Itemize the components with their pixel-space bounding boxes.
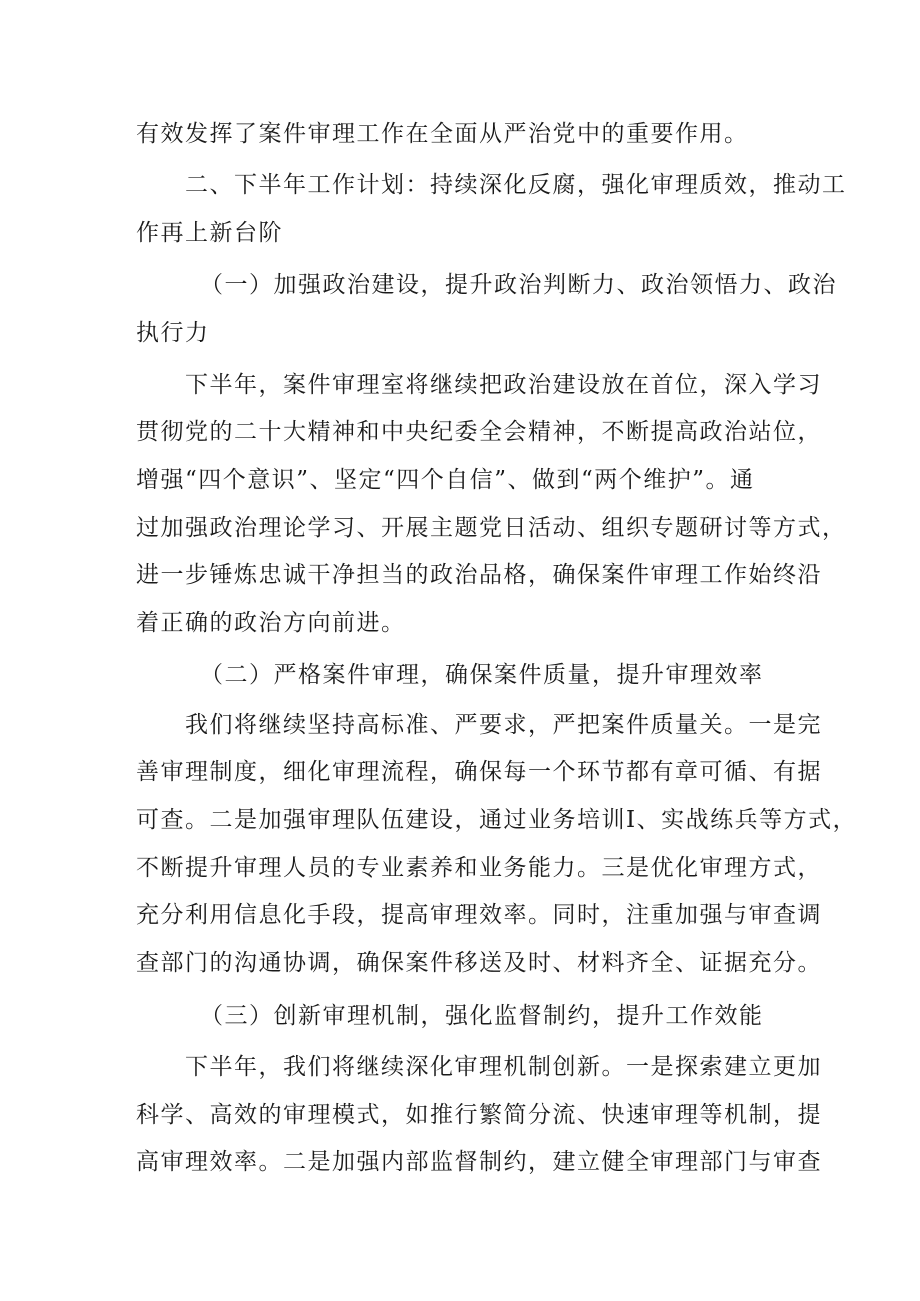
paragraph-2-line-1: 下半年，案件审理室将继续把政治建设放在首位，深入学习 — [185, 372, 822, 398]
subheading-2: （二）严格案件审理，确保案件质量，提升审理效率 — [200, 662, 764, 688]
section-heading-2-line-2: 作再上新台阶 — [136, 220, 283, 246]
subheading-3: （三）创新审理机制，强化监督制约，提升工作效能 — [200, 1003, 764, 1029]
paragraph-line-1: 有效发挥了案件审理工作在全面从严治党中的重要作用。 — [136, 121, 749, 147]
paragraph-4-line-2: 科学、高效的审理模式，如推行繁简分流、快速审理等机制，提 — [136, 1102, 822, 1128]
paragraph-4-line-1: 下半年，我们将继续深化审理机制创新。一是探索建立更加 — [185, 1054, 822, 1080]
paragraph-2-line-6: 着正确的政治方向前进。 — [136, 610, 406, 636]
paragraph-4-line-3: 高审理效率。二是加强内部监督制约，建立健全审理部门与审查 — [136, 1149, 822, 1175]
paragraph-2-line-2: 贯彻党的二十大精神和中央纪委全会精神，不断提高政治站位， — [136, 419, 822, 445]
paragraph-3-line-3: 可查。二是加强审理队伍建设，通过业务培训I、实战练兵等方式， — [136, 807, 858, 833]
paragraph-3-line-5: 充分利用信息化手段，提高审理效率。同时，注重加强与审查调 — [136, 902, 822, 928]
paragraph-2-line-3: 增强“四个意识”、坚定“四个自信”、做到“两个维护”。通 — [136, 467, 755, 493]
paragraph-3-line-4: 不断提升审理人员的专业素养和业务能力。三是优化审理方式， — [136, 855, 822, 881]
subheading-1-line-1: （一）加强政治建设，提升政治判断力、政治领悟力、政治 — [200, 272, 837, 298]
paragraph-3-line-6: 查部门的沟通协调，确保案件移送及时、材料齐全、证据充分。 — [136, 950, 822, 976]
paragraph-3-line-1: 我们将继续坚持高标准、严要求，严把案件质量关。一是完 — [185, 712, 822, 738]
paragraph-2-line-4: 过加强政治理论学习、开展主题党日活动、组织专题研讨等方式， — [136, 515, 847, 541]
paragraph-3-line-2: 善审理制度，细化审理流程，确保每一个环节都有章可循、有据 — [136, 759, 822, 785]
section-heading-2-line-1: 二、下半年工作计划：持续深化反腐，强化审理质效，推动工 — [185, 172, 847, 198]
subheading-1-line-2: 执行力 — [136, 320, 210, 346]
paragraph-2-line-5: 进一步锤炼忠诚干净担当的政治品格，确保案件审理工作始终沿 — [136, 562, 822, 588]
